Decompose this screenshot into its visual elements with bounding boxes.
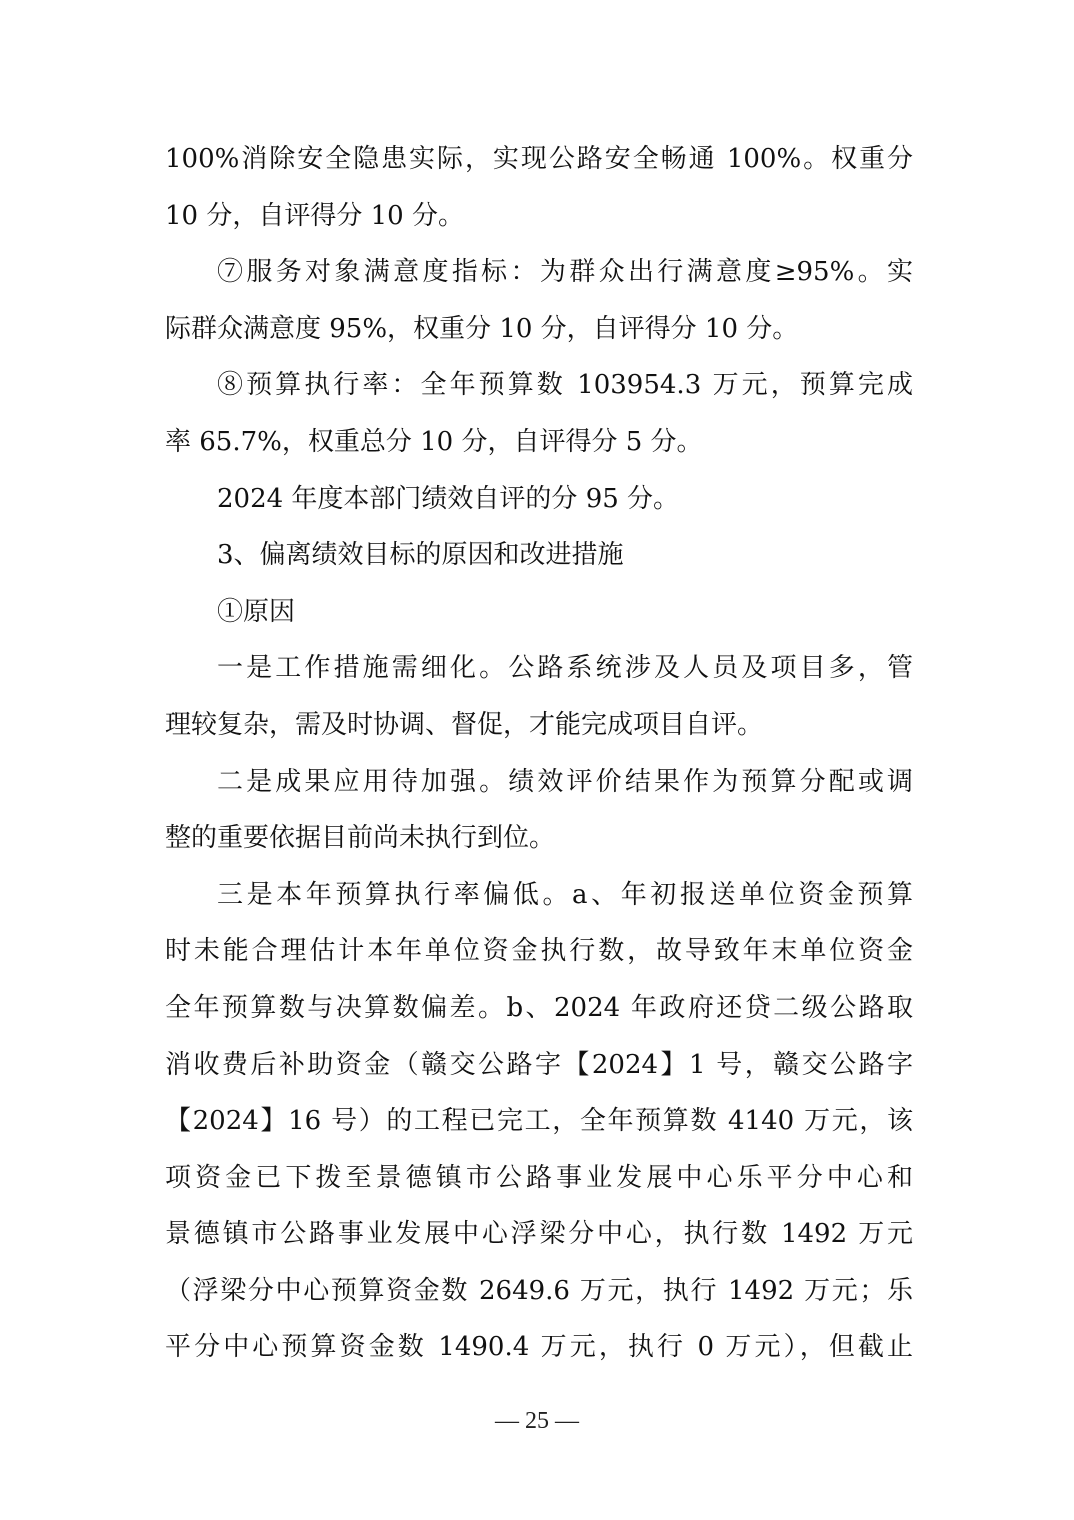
subsection-heading: ①原因 — [217, 596, 296, 627]
text-line: 时未能合理估计本年单位资金执行数，故导致年末单位资金 — [165, 936, 913, 967]
text-line: 一是工作措施需细化。公路系统涉及人员及项目多，管 — [217, 653, 913, 684]
text-line: 【2024】16 号）的工程已完工，全年预算数 4140 万元，该 — [165, 1106, 913, 1137]
text-line: 整的重要依据目前尚未执行到位。 — [165, 823, 556, 854]
page-number: — 25 — — [495, 1408, 579, 1434]
text-line: 100%消除安全隐患实际，实现公路安全畅通 100%。权重分 — [165, 144, 913, 174]
text-line: 项资金已下拨至景德镇市公路事业发展中心乐平分中心和 — [165, 1162, 913, 1193]
text-line: 三是本年预算执行率偏低。a、年初报送单位资金预算 — [217, 879, 913, 910]
text-line: 10 分，自评得分 10 分。 — [165, 200, 464, 231]
text-line: ⑧预算执行率：全年预算数 103954.3 万元，预算完成 — [217, 370, 913, 401]
text-line: 率 65.7%，权重总分 10 分，自评得分 5 分。 — [165, 426, 703, 457]
text-line: 2024 年度本部门绩效自评的分 95 分。 — [217, 483, 680, 514]
text-line: 景德镇市公路事业发展中心浮梁分中心，执行数 1492 万元 — [165, 1219, 913, 1250]
text-line: （浮梁分中心预算资金数 2649.6 万元，执行 1492 万元；乐 — [165, 1275, 913, 1306]
text-line: ⑦服务对象满意度指标：为群众出行满意度≥95%。实 — [217, 257, 913, 288]
text-line: 际群众满意度 95%，权重分 10 分，自评得分 10 分。 — [165, 313, 799, 344]
text-line: 理较复杂，需及时协调、督促，才能完成项目自评。 — [165, 709, 764, 740]
section-heading: 3、偏离绩效目标的原因和改进措施 — [217, 540, 624, 571]
text-line: 平分中心预算资金数 1490.4 万元，执行 0 万元），但截止 — [165, 1332, 913, 1363]
body-text — [165, 131, 913, 1376]
text-line: 二是成果应用待加强。绩效评价结果作为预算分配或调 — [217, 766, 913, 797]
text-line: 全年预算数与决算数偏差。b、2024 年政府还贷二级公路取 — [165, 992, 913, 1023]
text-line: 消收费后补助资金（赣交公路字【2024】1 号，赣交公路字 — [165, 1049, 913, 1080]
